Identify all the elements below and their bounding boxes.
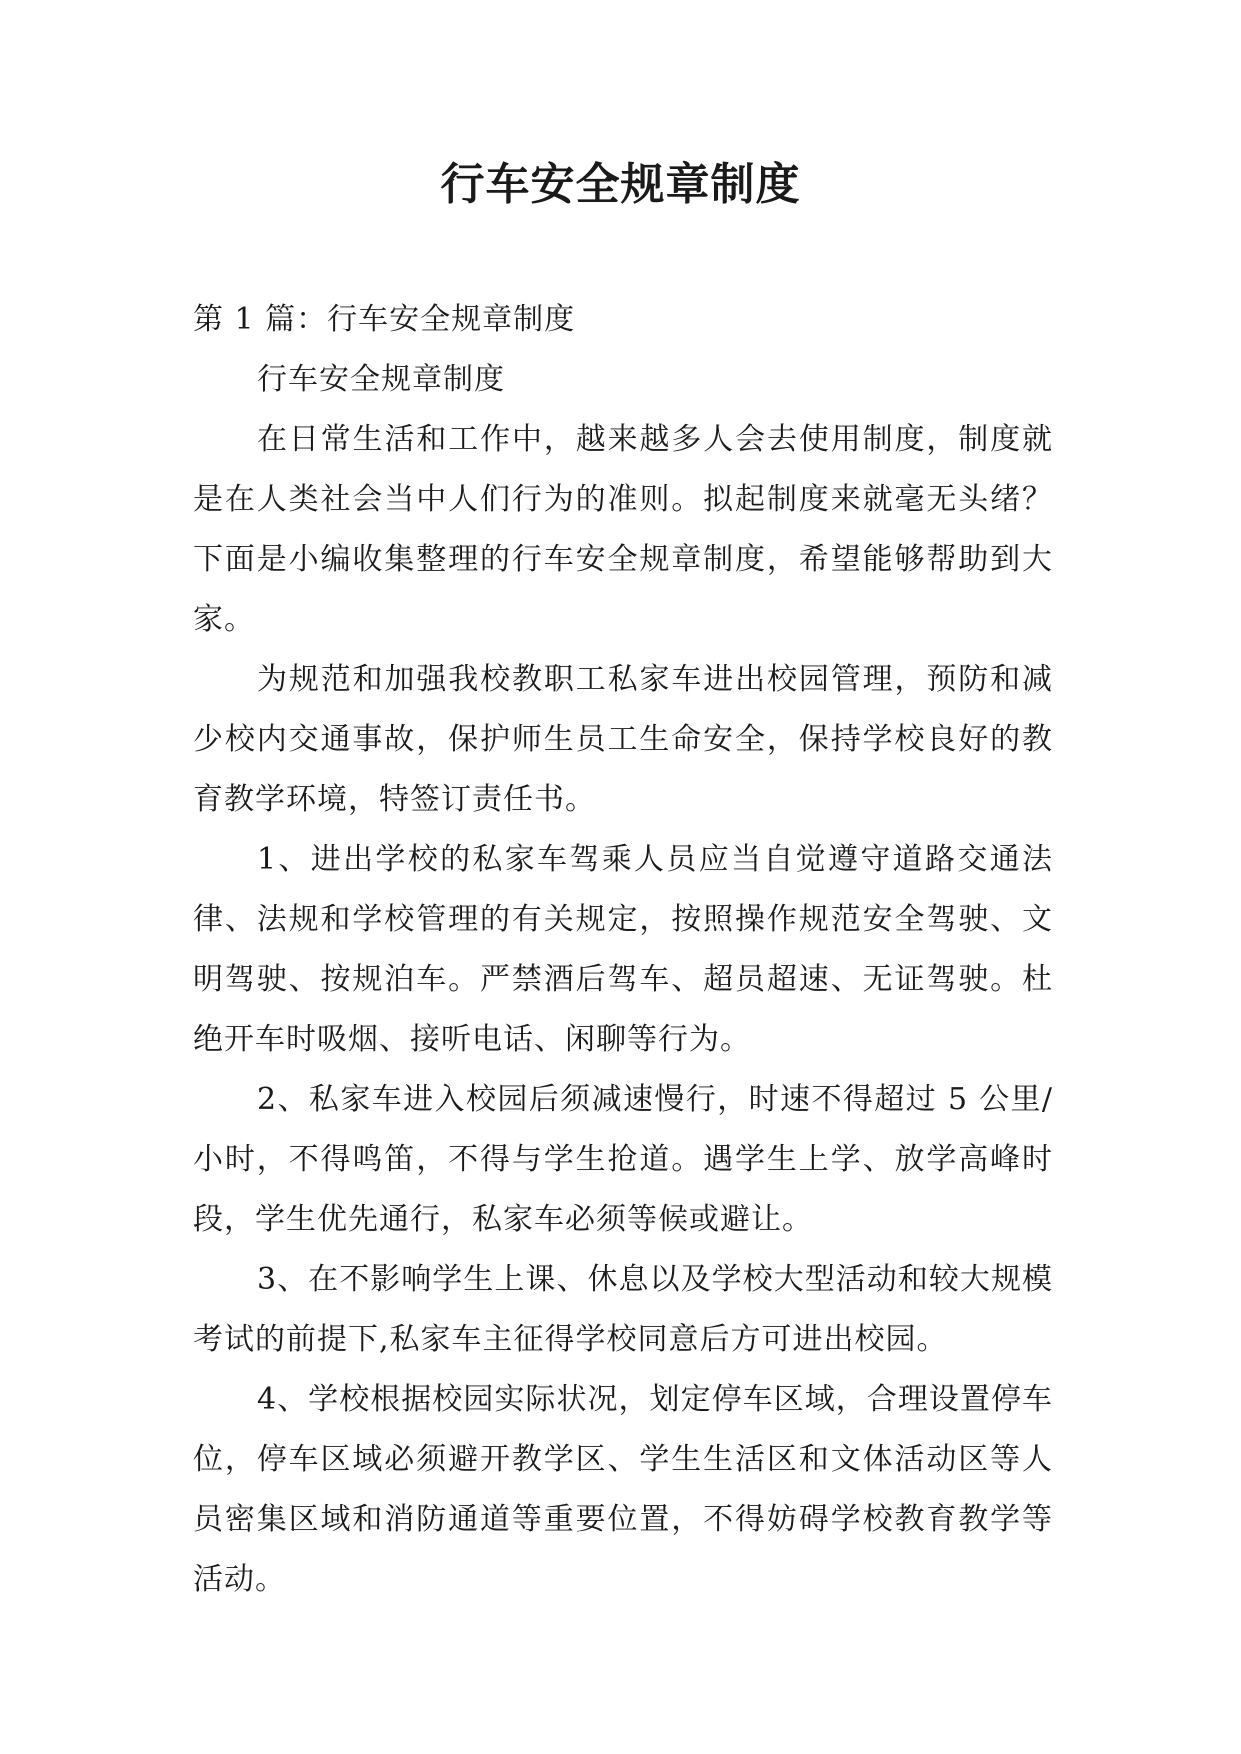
- paragraph: 4、学校根据校园实际状况，划定停车区域，合理设置停车位，停车区域必须避开教学区、学生生活区和文体活动区等人员密集区域和消防通道等重要位置，不得妨碍学校教育教学等活动。: [193, 1382, 1053, 1597]
- paragraph: 行车安全规章制度: [257, 362, 505, 397]
- paragraph: 2、私家车进入校园后须减速慢行，时速不得超过 5 公里/小时，不得鸣笛，不得与学生抢道。遇学生上学、放学高峰时段，学生优先通行，私家车必须等候或避让。: [193, 1082, 1053, 1237]
- paragraph: 在日常生活和工作中，越来越多人会去使用制度，制度就是在人类社会当中人们行为的准则。拟起制度来就毫无头绪？下面是小编收集整理的行车安全规章制度，希望能够帮助到大家。: [193, 422, 1053, 637]
- paragraph: 3、在不影响学生上课、休息以及学校大型活动和较大规模考试的前提下,私家车主征得学校同意后方可进出校园。: [193, 1262, 1053, 1357]
- document-body: [193, 290, 1053, 1610]
- paragraph: 1、进出学校的私家车驾乘人员应当自觉遵守道路交通法律、法规和学校管理的有关规定，按照操作规范安全驾驶、文明驾驶、按规泊车。严禁酒后驾车、超员超速、无证驾驶。杜绝开车时吸烟、接听电话、闲聊等行为。: [193, 842, 1053, 1057]
- document-title: 行车安全规章制度: [440, 159, 801, 210]
- section-heading: 第 1 篇：行车安全规章制度: [193, 302, 576, 337]
- paragraph: 为规范和加强我校教职工私家车进出校园管理，预防和减少校内交通事故，保护师生员工生命安全，保持学校良好的教育教学环境，特签订责任书。: [193, 662, 1053, 817]
